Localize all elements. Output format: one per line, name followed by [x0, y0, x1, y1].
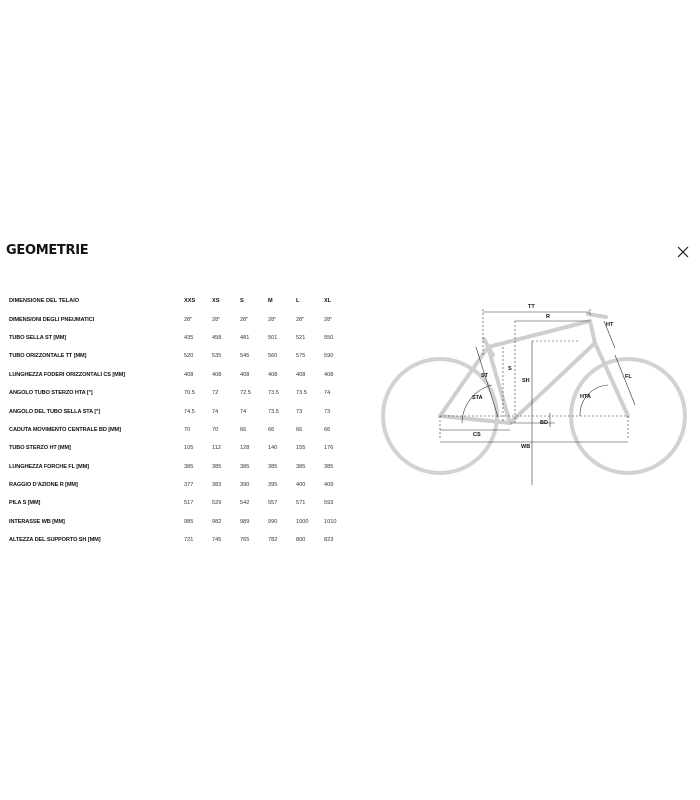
cell-value: 70: [212, 426, 219, 433]
cell-value: 74: [240, 408, 247, 415]
table-row: [9, 384, 352, 402]
cell-value: 74.5: [184, 408, 195, 415]
cell-value: 408: [268, 371, 278, 378]
table-row: [9, 402, 352, 420]
table-row: [9, 366, 352, 384]
label-s: S: [508, 366, 512, 372]
label-wb: WB: [521, 444, 531, 450]
cell-value: 73: [296, 408, 303, 415]
cell-value: 571: [296, 500, 306, 507]
row-label: TUBO ORIZZONTALE TT [MM]: [9, 353, 87, 360]
cell-value: 385: [212, 463, 222, 470]
table-row: [9, 347, 352, 365]
cell-value: 66: [268, 426, 275, 433]
table-row: [9, 439, 352, 457]
row-label: ALTEZZA DEL SUPPORTO SH [MM]: [9, 537, 101, 544]
table-body: [9, 310, 352, 549]
cell-value: 400: [296, 482, 306, 489]
cell-value: 1010: [324, 518, 337, 525]
cell-value: 73.5: [268, 408, 279, 415]
cell-value: 765: [240, 537, 250, 544]
cell-value: 72: [212, 390, 219, 397]
cell-value: 593: [324, 500, 334, 507]
cell-value: 408: [240, 371, 250, 378]
cell-value: 385: [324, 463, 334, 470]
cell-value: 782: [268, 537, 278, 544]
close-button[interactable]: [675, 244, 691, 260]
column-header: XL: [324, 298, 332, 305]
label-fl: FL: [625, 374, 632, 380]
cell-value: 560: [268, 353, 278, 360]
bike-geometry-diagram: [380, 295, 695, 485]
cell-value: 28": [212, 316, 221, 323]
cell-value: 390: [240, 482, 250, 489]
cell-value: 28": [240, 316, 249, 323]
label-st: ST: [481, 373, 489, 379]
column-header: XS: [212, 298, 220, 305]
cell-value: 989: [240, 518, 250, 525]
cell-value: 72.5: [240, 390, 251, 397]
cell-value: 521: [296, 334, 306, 341]
column-header: S: [240, 298, 244, 305]
cell-value: 542: [240, 500, 250, 507]
row-label: CADUTA MOVIMENTO CENTRALE BD [MM]: [9, 426, 121, 433]
cell-value: 529: [212, 500, 222, 507]
cell-value: 545: [240, 353, 250, 360]
row-label: TUBO STERZO HT [MM]: [9, 445, 71, 452]
cell-value: 66: [324, 426, 331, 433]
cell-value: 74: [324, 390, 331, 397]
cell-value: 990: [268, 518, 278, 525]
table-row: [9, 310, 352, 328]
cell-value: 155: [296, 445, 306, 452]
label-ht: HT: [606, 322, 614, 328]
cell-value: 73.5: [296, 390, 307, 397]
table-row: [9, 531, 352, 549]
cell-value: 409: [324, 482, 334, 489]
cell-value: 550: [324, 334, 334, 341]
row-label: INTERASSE WB [MM]: [9, 518, 65, 525]
cell-value: 66: [240, 426, 247, 433]
cell-value: 575: [296, 353, 306, 360]
column-header: DIMENSIONE DEL TELAIO: [9, 298, 80, 305]
label-bd: BD: [540, 420, 548, 426]
table-row: [9, 421, 352, 439]
cell-value: 985: [184, 518, 194, 525]
cell-value: 800: [296, 537, 306, 544]
label-r: R: [546, 314, 550, 320]
cell-value: 408: [324, 371, 334, 378]
row-label: RAGGIO D'AZIONE R [MM]: [9, 482, 78, 489]
cell-value: 176: [324, 445, 334, 452]
cell-value: 501: [268, 334, 278, 341]
table-header-row: [9, 292, 352, 310]
cell-value: 73.5: [268, 390, 279, 397]
table-row: [9, 513, 352, 531]
row-label: LUNGHEZZA FORCHE FL [MM]: [9, 463, 89, 470]
cell-value: 395: [268, 482, 278, 489]
table-row: [9, 476, 352, 494]
cell-value: 408: [184, 371, 194, 378]
label-sh: SH: [522, 378, 530, 384]
row-label: PILA S [MM]: [9, 500, 41, 507]
cell-value: 520: [184, 353, 194, 360]
cell-value: 28": [296, 316, 305, 323]
cell-value: 535: [212, 353, 222, 360]
label-tt: TT: [528, 304, 535, 310]
column-header: XXS: [184, 298, 196, 305]
row-label: DIMENSIONI DEGLI PNEUMATICI: [9, 316, 95, 323]
cell-value: 383: [212, 482, 222, 489]
page-title: GEOMETRIE: [6, 243, 89, 258]
geometry-table: [9, 292, 352, 549]
cell-value: 721: [184, 537, 194, 544]
cell-value: 557: [268, 500, 278, 507]
cell-value: 70: [184, 426, 191, 433]
cell-value: 70.5: [184, 390, 195, 397]
cell-value: 140: [268, 445, 278, 452]
table-row: [9, 458, 352, 476]
close-icon: [675, 244, 691, 260]
cell-value: 481: [240, 334, 250, 341]
cell-value: 28": [324, 316, 333, 323]
row-label: ANGOLO DEL TUBO SELLA STA [°]: [9, 408, 101, 415]
cell-value: 1000: [296, 518, 309, 525]
cell-value: 435: [184, 334, 194, 341]
cell-value: 408: [212, 371, 222, 378]
cell-value: 458: [212, 334, 222, 341]
cell-value: 74: [212, 408, 219, 415]
label-cs: CS: [473, 432, 481, 438]
cell-value: 408: [296, 371, 306, 378]
cell-value: 73: [324, 408, 331, 415]
cell-value: 517: [184, 500, 194, 507]
cell-value: 385: [184, 463, 194, 470]
label-sta: STA: [472, 395, 483, 401]
cell-value: 377: [184, 482, 194, 489]
row-label: LUNGHEZZA FODERI ORIZZONTALI CS [MM]: [9, 371, 126, 378]
cell-value: 385: [296, 463, 306, 470]
cell-value: 66: [296, 426, 303, 433]
cell-value: 385: [240, 463, 250, 470]
row-label: ANGOLO TUBO STERZO HTA [°]: [9, 390, 93, 397]
table-row: [9, 494, 352, 512]
cell-value: 105: [184, 445, 194, 452]
cell-value: 745: [212, 537, 222, 544]
cell-value: 823: [324, 537, 334, 544]
cell-value: 982: [212, 518, 222, 525]
cell-value: 385: [268, 463, 278, 470]
column-header: M: [268, 298, 273, 305]
cell-value: 128: [240, 445, 250, 452]
cell-value: 590: [324, 353, 334, 360]
row-label: TUBO SELLA ST [MM]: [9, 334, 67, 341]
label-hta: HTA: [580, 394, 591, 400]
table-row: [9, 329, 352, 347]
cell-value: 112: [212, 445, 221, 452]
cell-value: 28": [268, 316, 277, 323]
column-header: L: [296, 298, 300, 305]
cell-value: 28": [184, 316, 193, 323]
